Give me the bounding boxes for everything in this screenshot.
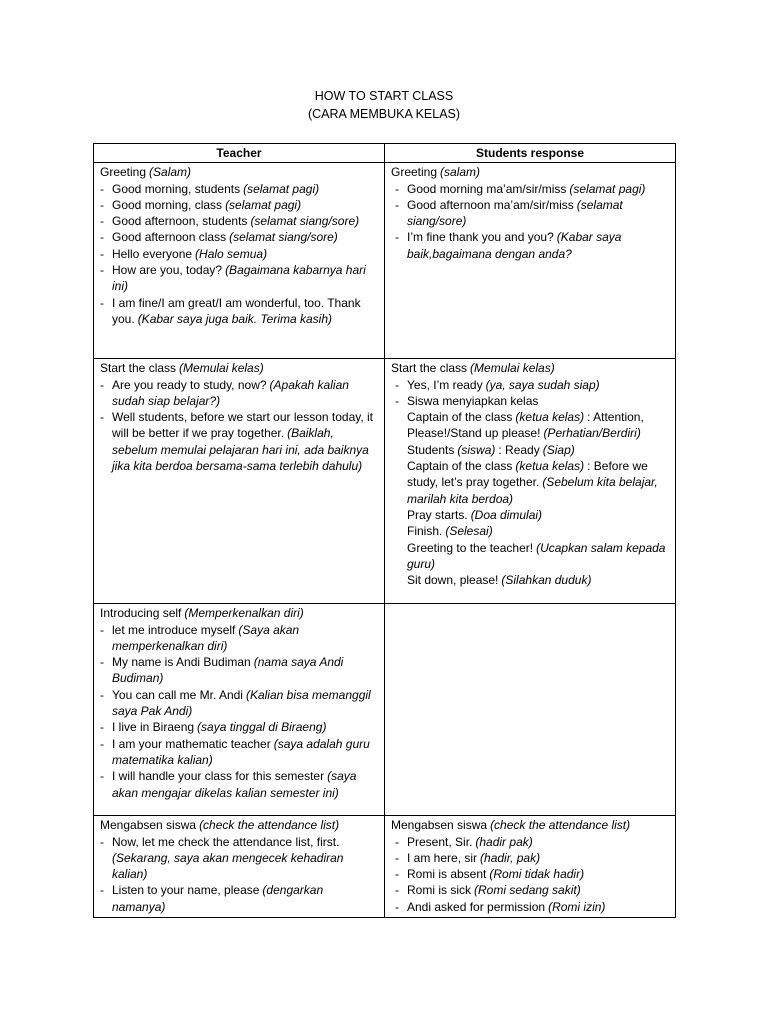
phrase-translation: (Kabar saya baik,bagaimana dengan anda? xyxy=(407,230,622,261)
dash-bullet: - xyxy=(100,883,104,898)
dash-bullet: - xyxy=(395,867,399,882)
phrase-english: I will handle your class for this semester xyxy=(112,769,325,784)
dash-bullet: - xyxy=(100,769,104,784)
list-item xyxy=(100,181,379,197)
phrase-translation: (Baiklah, sebelum memulai pelajaran hari ini, ada baiknya jika kita berdoa bersama-sama terlebih dahulu) xyxy=(112,426,369,474)
phrase-translation: (hadir pak) xyxy=(475,834,533,849)
table-body xyxy=(94,163,676,918)
dash-bullet: - xyxy=(100,263,104,278)
phrase-english: Now, let me check the attendance list, first. xyxy=(112,834,340,849)
phrase-translation: (selamat pagi) xyxy=(569,181,646,196)
phrase-english: Siswa menyiapkan kelas xyxy=(407,393,539,408)
speaker-translation: (siswa) xyxy=(457,442,496,457)
students-cell xyxy=(385,604,676,816)
dash-bullet: - xyxy=(100,197,104,212)
students-cell xyxy=(385,816,676,918)
page-subtitle: (CARA MEMBUKA KELAS) xyxy=(307,107,461,121)
phrase-translation: (selamat siang/sore) xyxy=(407,197,623,229)
line-english: : Before we study, let’s pray together. xyxy=(407,459,648,490)
dialogue-line xyxy=(391,523,670,539)
speaker: Captain of the class xyxy=(407,410,513,425)
line-translation: (Siap) xyxy=(542,442,575,457)
dialogue-line xyxy=(391,442,670,458)
dash-bullet: - xyxy=(100,181,104,196)
dialogue-line xyxy=(391,540,670,573)
phrase-list xyxy=(100,181,379,328)
phrase-list xyxy=(391,377,670,410)
dash-bullet: - xyxy=(395,377,399,392)
dash-bullet: - xyxy=(395,181,399,196)
phrase-english: You can call me Mr. Andi xyxy=(112,687,243,702)
dialogue-line xyxy=(391,458,670,507)
section-heading xyxy=(391,817,670,833)
teacher-cell xyxy=(94,604,385,816)
section-heading-text: Greeting xyxy=(391,165,438,180)
phrase-translation: (selamat siang/sore) xyxy=(229,230,338,245)
section-heading-text: Mengabsen siswa xyxy=(100,818,197,833)
section-heading xyxy=(100,605,379,621)
phrase-translation: (selamat pagi) xyxy=(225,197,302,212)
dash-bullet: - xyxy=(100,295,104,310)
phrase-english: I am here, sir xyxy=(407,850,478,865)
speaker: Captain of the class xyxy=(407,459,513,474)
phrase-english: I’m fine thank you and you? xyxy=(407,230,554,245)
phrase-english: let me introduce myself xyxy=(112,622,236,637)
column-header-students: Students response xyxy=(385,144,676,163)
line-english: Finish. xyxy=(407,524,443,539)
speaker-translation: (ketua kelas) xyxy=(515,459,585,474)
phrase-english: How are you, today? xyxy=(112,263,223,278)
speaker-translation: (ketua kelas) xyxy=(515,410,585,425)
list-item xyxy=(100,262,379,295)
section-heading-text: Mengabsen siswa xyxy=(391,818,488,833)
phrase-english: Well students, before we start our lesson today, it will be better if we pray together. xyxy=(112,410,374,441)
list-item xyxy=(391,393,670,409)
section-heading-text: Start the class xyxy=(100,361,177,376)
list-item xyxy=(391,377,670,393)
list-item xyxy=(391,834,670,850)
speaker: Students xyxy=(407,442,455,457)
phrase-list xyxy=(391,834,670,915)
list-item xyxy=(100,295,379,328)
phrase-list xyxy=(391,181,670,262)
phrase-translation: (Bagaimana kabarnya hari ini) xyxy=(112,263,366,294)
dash-bullet: - xyxy=(100,622,104,637)
phrase-translation: (Kalian bisa memanggil saya Pak Andi) xyxy=(112,687,371,719)
list-item xyxy=(391,850,670,866)
list-item xyxy=(100,197,379,213)
phrase-english: Romi is absent xyxy=(407,867,487,882)
phrase-english: My name is Andi Budiman xyxy=(112,655,251,670)
list-item xyxy=(100,768,379,801)
dash-bullet: - xyxy=(100,720,104,735)
teacher-cell xyxy=(94,163,385,359)
phrase-translation: (Romi tidak hadir) xyxy=(489,867,585,882)
line-translation: (Perhatian/Berdiri) xyxy=(543,426,641,441)
section-heading-translation: (check the attendance list) xyxy=(490,818,631,833)
dash-bullet: - xyxy=(395,850,399,865)
students-cell xyxy=(385,163,676,359)
table-row xyxy=(94,816,676,918)
phrase-english: Andi asked for permission xyxy=(407,899,546,914)
section-heading-text: Greeting xyxy=(100,165,147,180)
phrase-translation: (nama saya Andi Budiman) xyxy=(112,655,344,686)
phrase-translation: (saya akan mengajar dikelas kalian semester ini) xyxy=(112,769,357,800)
line-english: : Attention, Please!/Stand up please! xyxy=(407,410,644,441)
dash-bullet: - xyxy=(100,655,104,670)
dialogue-line xyxy=(391,572,670,588)
section-heading-translation: (Memperkenalkan diri) xyxy=(184,606,304,621)
dialogue-line xyxy=(391,507,670,523)
dash-bullet: - xyxy=(100,246,104,261)
line-translation: (Silahkan duduk) xyxy=(501,573,592,588)
list-item xyxy=(391,181,670,197)
list-item xyxy=(100,654,379,687)
phrase-english: I am fine/I am great/I am wonderful, too. Thank you. xyxy=(112,295,361,326)
phrase-english: I live in Biraeng xyxy=(112,720,195,735)
list-item xyxy=(100,834,379,883)
phrase-translation: (Romi sedang sakit) xyxy=(474,883,581,898)
line-translation: (Selesai) xyxy=(445,524,493,539)
dash-bullet: - xyxy=(395,899,399,914)
phrase-translation: (selamat siang/sore) xyxy=(250,214,360,229)
phrase-english: Good afternoon ma’am/sir/miss xyxy=(407,197,574,212)
list-item xyxy=(100,213,379,229)
teacher-cell xyxy=(94,816,385,918)
phrase-translation: (hadir, pak) xyxy=(480,850,541,865)
phrase-table xyxy=(93,143,676,918)
phrase-translation: (Apakah kalian sudah siap belajar?) xyxy=(112,377,349,408)
dash-bullet: - xyxy=(100,230,104,245)
phrase-english: Good afternoon, students xyxy=(112,214,248,229)
section-heading xyxy=(100,360,379,376)
list-item xyxy=(100,687,379,720)
list-item xyxy=(100,377,379,410)
phrase-translation: (Halo semua) xyxy=(195,246,268,261)
phrase-translation: (dengarkan namanya) xyxy=(112,883,324,914)
section-heading-translation: (Memulai kelas) xyxy=(179,361,264,376)
phrase-translation: (Saya akan memperkenalkan diri) xyxy=(112,622,300,653)
section-heading xyxy=(391,360,670,376)
list-item xyxy=(391,866,670,882)
phrase-list xyxy=(100,622,379,801)
phrase-english: Good morning ma’am/sir/miss xyxy=(407,181,567,196)
list-item xyxy=(391,229,670,262)
phrase-english: Good afternoon class xyxy=(112,230,227,245)
dash-bullet: - xyxy=(100,736,104,751)
dash-bullet: - xyxy=(395,230,399,245)
dash-bullet: - xyxy=(395,197,399,212)
phrase-translation: (saya tinggal di Biraeng) xyxy=(197,720,327,735)
dash-bullet: - xyxy=(100,377,104,392)
dash-bullet: - xyxy=(100,410,104,425)
dash-bullet: - xyxy=(395,834,399,849)
phrase-english: I am your mathematic teacher xyxy=(112,736,271,751)
table-row xyxy=(94,604,676,816)
phrase-translation: (Kabar saya juga baik. Terima kasih) xyxy=(137,311,333,326)
phrase-translation: (selamat pagi) xyxy=(243,181,320,196)
dash-bullet: - xyxy=(100,687,104,702)
phrase-translation: (ya, saya sudah siap) xyxy=(485,377,600,392)
dash-bullet: - xyxy=(100,834,104,849)
section-heading xyxy=(100,164,379,180)
phrase-list xyxy=(100,834,379,915)
line-english: Pray starts. xyxy=(407,507,468,522)
students-cell xyxy=(385,359,676,604)
line-english: : Ready xyxy=(498,442,540,457)
phrase-english: Good morning, class xyxy=(112,197,223,212)
list-item xyxy=(100,736,379,769)
list-item xyxy=(391,197,670,230)
section-heading xyxy=(391,164,670,180)
line-translation: (Ucapkan salam kepada guru) xyxy=(407,540,666,571)
dialogue-line xyxy=(391,409,670,442)
column-header-teacher: Teacher xyxy=(94,144,385,163)
list-item xyxy=(391,882,670,898)
section-heading-translation: (check the attendance list) xyxy=(199,818,340,833)
line-translation: (Doa dimulai) xyxy=(470,507,543,522)
phrase-english: Romi is sick xyxy=(407,883,472,898)
dash-bullet: - xyxy=(100,214,104,229)
page-title: HOW TO START CLASS xyxy=(314,89,454,103)
phrase-translation: (Romi izin) xyxy=(548,899,606,914)
dash-bullet: - xyxy=(395,883,399,898)
phrase-list xyxy=(100,377,379,475)
phrase-english: Yes, I’m ready xyxy=(407,377,483,392)
teacher-cell xyxy=(94,359,385,604)
phrase-translation: (saya adalah guru matematika kalian) xyxy=(112,736,370,767)
list-item xyxy=(100,409,379,474)
table-row xyxy=(94,163,676,359)
phrase-english: Are you ready to study, now? xyxy=(112,377,267,392)
section-heading-translation: (salam) xyxy=(440,165,481,180)
phrase-translation: (Sekarang, saya akan mengecek kehadiran kalian) xyxy=(112,850,344,882)
section-heading-text: Start the class xyxy=(391,361,468,376)
list-item xyxy=(100,622,379,655)
table-row xyxy=(94,359,676,604)
section-heading-text: Introducing self xyxy=(100,606,182,621)
phrase-english: Present, Sir. xyxy=(407,834,473,849)
line-english: Sit down, please! xyxy=(407,573,499,588)
dash-bullet: - xyxy=(395,393,399,408)
table-header-row xyxy=(94,144,676,163)
section-heading-translation: (Memulai kelas) xyxy=(470,361,555,376)
section-heading-translation: (Salam) xyxy=(149,165,192,180)
list-item xyxy=(100,229,379,245)
list-item xyxy=(100,719,379,735)
line-translation: (Sebelum kita belajar, marilah kita berdoa) xyxy=(407,475,658,506)
phrase-english: Good morning, students xyxy=(112,181,241,196)
list-item xyxy=(100,246,379,262)
phrase-english: Listen to your name, please xyxy=(112,883,260,898)
line-english: Greeting to the teacher! xyxy=(407,540,534,555)
list-item xyxy=(391,899,670,915)
section-heading xyxy=(100,817,379,833)
phrase-english: Hello everyone xyxy=(112,246,193,261)
list-item xyxy=(100,882,379,915)
